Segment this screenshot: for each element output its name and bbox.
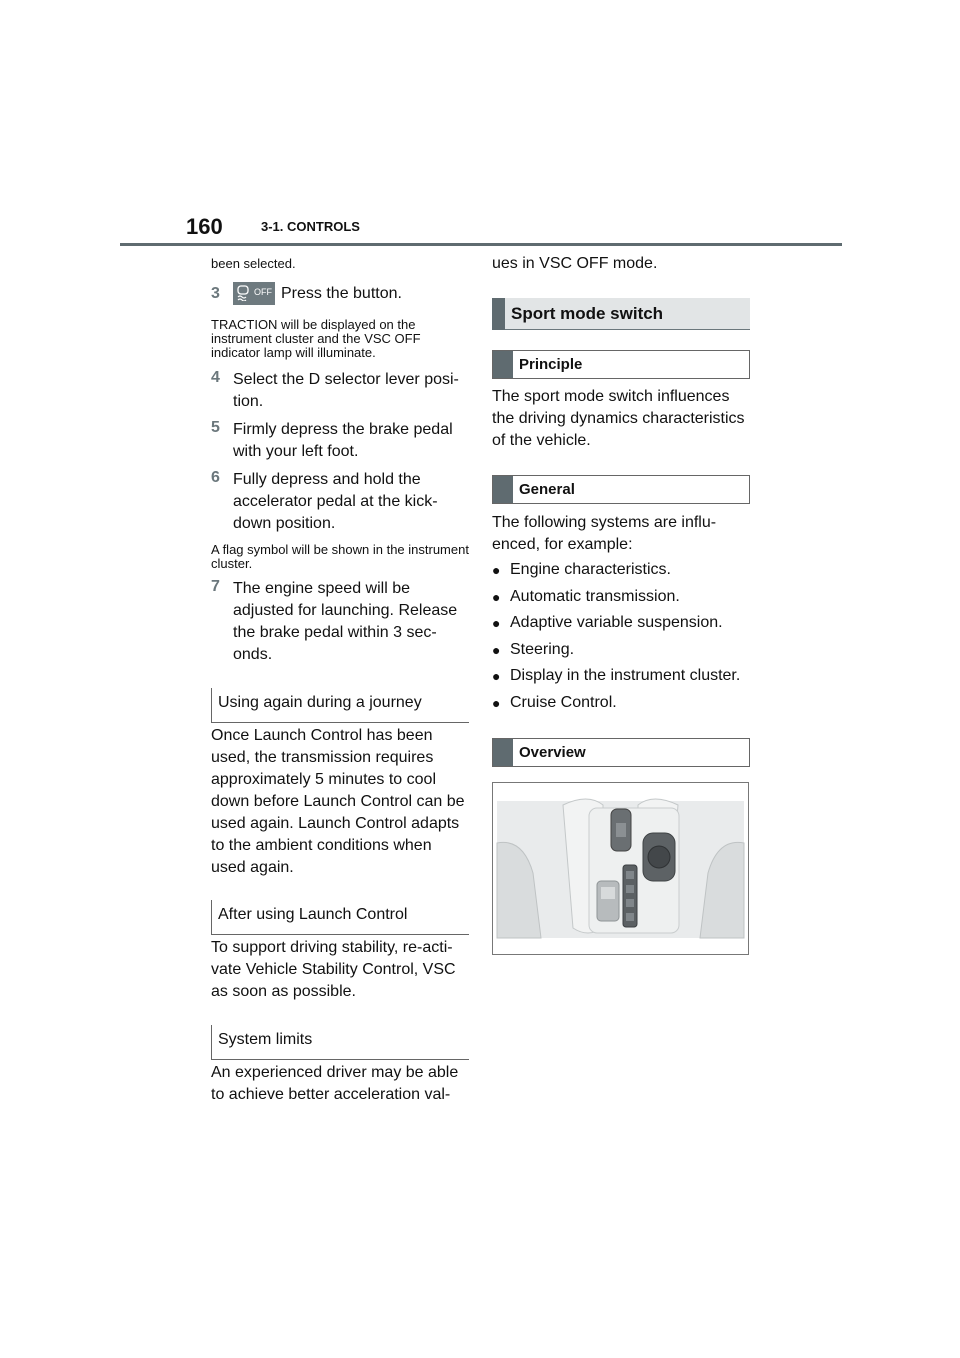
heading-text: Overview: [519, 744, 586, 761]
heading-text: Principle: [519, 356, 583, 373]
center-console-image: [493, 783, 748, 954]
page-number: 160: [186, 214, 223, 239]
paragraph-using-again: Once Launch Control has been used, the transmission requires approximately 5 minutes to cool down before Launch Control can be used again. Launch Control adapts to the ambient conditions when used again.: [211, 727, 465, 876]
list-item: ● Cruise Control.: [492, 690, 762, 717]
step-text: Select the D selector lever posi-tion.: [233, 371, 459, 410]
off-label: OFF: [254, 287, 272, 297]
heading-using-again: Using again during a journey: [211, 688, 469, 723]
step-7: [211, 578, 469, 666]
step-6: [211, 469, 469, 535]
center-console-illustration: [492, 782, 749, 955]
note-traction: TRACTION will be displayed on the instrument cluster and the VSC OFF indicator lamp will illuminate.: [211, 317, 421, 360]
step-number: 3: [211, 284, 220, 302]
skid-car-icon: [236, 285, 250, 301]
list-item: ● Display in the instrument cluster.: [492, 663, 762, 690]
bullet-icon: ●: [492, 562, 501, 578]
heading-after-using: After using Launch Control: [211, 900, 469, 935]
heading-overview: [492, 738, 750, 767]
continued-text: ues in VSC OFF mode.: [492, 255, 658, 272]
bullet-icon: ●: [492, 694, 501, 711]
bullet-icon: ●: [492, 668, 501, 684]
section-title: 3-1. CONTROLS: [261, 219, 360, 234]
heading-text: General: [519, 481, 575, 498]
systems-list: [492, 557, 762, 716]
step-text: Firmly depress the brake pedal with your left foot.: [233, 421, 453, 460]
bullet-icon: ●: [492, 615, 501, 631]
note-flag: A flag symbol will be shown in the instrument cluster.: [211, 542, 469, 571]
intro-text: been selected.: [211, 256, 296, 271]
step-number: 6: [211, 469, 220, 486]
bullet-icon: ●: [492, 588, 501, 605]
step-3: [211, 282, 471, 305]
heading-principle: [492, 350, 750, 379]
paragraph-general: The following systems are influ-enced, for example:: [492, 514, 717, 553]
step-5: [211, 419, 469, 463]
paragraph-after-using: To support driving stability, re-acti-vate Vehicle Stability Control, VSC as soon as possible.: [211, 939, 456, 1000]
step-number: 4: [211, 369, 220, 386]
heading-text: Sport mode switch: [511, 303, 664, 323]
step-4: [211, 369, 469, 413]
step-number: 7: [211, 578, 220, 595]
list-item: ● Steering.: [492, 637, 762, 664]
list-item: ● Engine characteristics.: [492, 557, 762, 584]
heading-system-limits: System limits: [211, 1025, 469, 1060]
bullet-icon: ●: [492, 641, 501, 658]
vsc-off-button-icon: [233, 282, 275, 305]
header-divider: [120, 243, 842, 246]
step-number: 5: [211, 419, 220, 436]
step-text: Press the button.: [281, 284, 402, 302]
heading-general: [492, 475, 750, 504]
step-text: The engine speed will be adjusted for launching. Release the brake pedal within 3 sec-onds.: [233, 580, 458, 663]
list-item: ● Automatic transmission.: [492, 584, 762, 611]
heading-sport-mode-switch: [492, 298, 750, 330]
list-item: ● Adaptive variable suspension.: [492, 610, 762, 637]
paragraph-principle: The sport mode switch influences the driving dynamics characteristics of the vehicle.: [492, 388, 745, 449]
paragraph-system-limits: An experienced driver may be able to achieve better acceleration val-: [211, 1064, 459, 1103]
step-text: Fully depress and hold the accelerator pedal at the kick-down position.: [233, 471, 438, 532]
